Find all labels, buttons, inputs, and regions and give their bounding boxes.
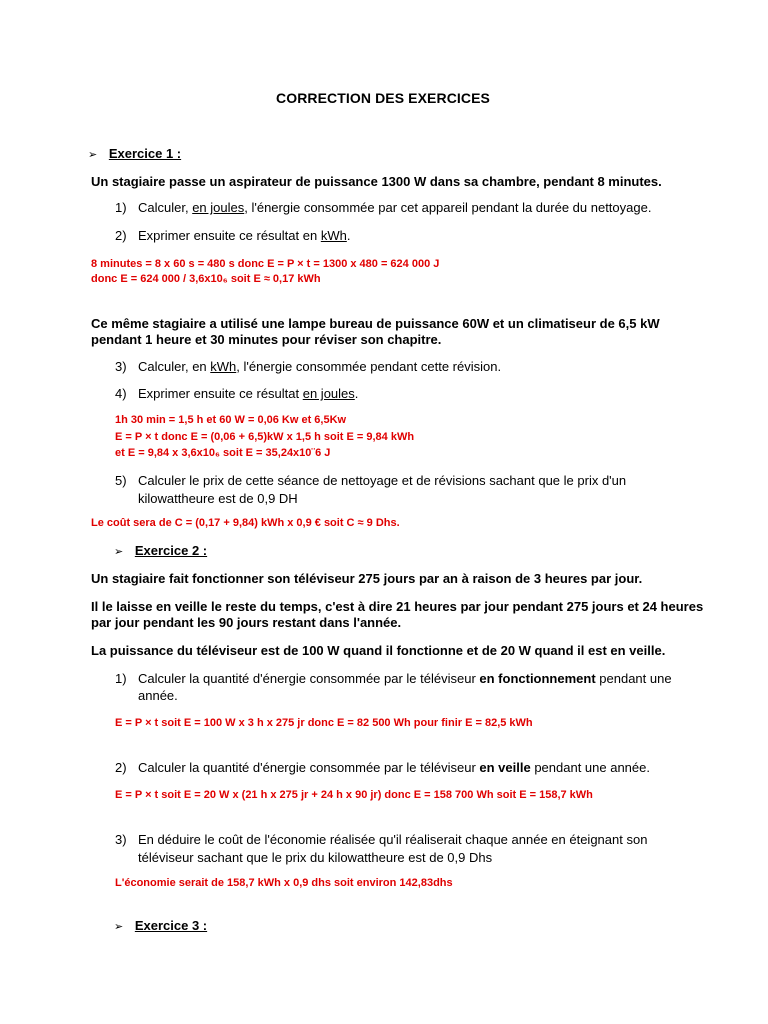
exercise-2-heading — [114, 543, 207, 558]
ex2-q1-text-end: pendant une — [595, 671, 672, 686]
arrow-bullet-icon: ➢ — [114, 921, 124, 933]
ex2-q1-bold: en fonctionnement — [479, 671, 596, 686]
ex2-q1-number: 1) — [115, 671, 127, 686]
ex2-q1-line-1 — [138, 671, 672, 686]
ex1-q5-number: 5) — [115, 473, 127, 488]
ex1-statement2-line-2: pendant 1 heure et 30 minutes pour réviser son chapitre. — [91, 332, 442, 347]
ex1-answer-line-1: 8 minutes = 8 x 60 s = 480 s donc E = P × t = 1300 x 480 = 624 000 J — [91, 258, 440, 270]
ex1-answer-line-2: donc E = 624 000 / 3,6x10₆ soit E ≈ 0,17 kWh — [91, 273, 321, 285]
page-title: CORRECTION DES EXERCICES — [276, 90, 490, 106]
ex2-q3-line-2: téléviseur sachant que le prix du kilowattheure est de 0,9 Dhs — [138, 850, 493, 865]
exercise-3-heading — [114, 918, 207, 933]
ex2-q2-text-end: pendant une année. — [530, 760, 650, 775]
exercise-3-title: Exercice 3 : — [134, 918, 208, 933]
ex1-q4-text: Exprimer ensuite ce résultat — [138, 386, 303, 401]
ex1-q3-number: 3) — [115, 359, 127, 374]
ex1-q5-line-2: kilowattheure est de 0,9 DH — [138, 491, 298, 506]
ex1-answer2-line-1: 1h 30 min = 1,5 h et 60 W = 0,06 Kw et 6,5Kw — [115, 414, 347, 426]
ex1-q3-text: Calculer, en — [138, 359, 211, 374]
ex1-q3 — [138, 359, 501, 374]
ex1-q4 — [138, 386, 358, 401]
ex1-statement2-line-1: Ce même stagiaire a utilisé une lampe bureau de puissance 60W et un climatiseur de 6,5 kW — [91, 316, 660, 331]
ex2-paragraph-1: Un stagiaire fait fonctionner son téléviseur 275 jours par an à raison de 3 heures par jour. — [91, 571, 643, 586]
ex2-paragraph-2-line-1: Il le laisse en veille le reste du temps, c'est à dire 21 heures par jour pendant 275 jours et 24 heures — [91, 599, 704, 614]
ex2-q1-text: Calculer la quantité d'énergie consommée par le téléviseur — [138, 671, 480, 686]
ex1-q2-underlined: kWh — [320, 228, 347, 243]
ex1-q4-underlined: en joules — [302, 386, 355, 401]
exercise-1-heading — [88, 146, 181, 161]
ex1-q4-number: 4) — [115, 386, 127, 401]
ex1-statement: Un stagiaire passe un aspirateur de puissance 1300 W dans sa chambre, pendant 8 minutes. — [91, 174, 662, 189]
ex1-q1-text-end: , l'énergie consommée par cet appareil pendant la durée du nettoyage. — [244, 200, 652, 215]
arrow-bullet-icon: ➢ — [114, 546, 124, 558]
ex1-q1 — [138, 200, 651, 215]
ex1-q2-number: 2) — [115, 228, 127, 243]
ex1-q5-line-1: Calculer le prix de cette séance de nettoyage et de révisions sachant que le prix d'un — [138, 473, 627, 488]
ex2-q2-number: 2) — [115, 760, 127, 775]
ex1-q1-number: 1) — [115, 200, 127, 215]
ex1-q1-underlined: en joules — [192, 200, 245, 215]
arrow-bullet-icon: ➢ — [88, 149, 98, 161]
ex2-answer2: E = P × t soit E = 20 W x (21 h x 275 jr + 24 h x 90 jr) donc E = 158 700 Wh soit E = 158,7 kWh — [115, 789, 593, 801]
ex2-q3-line-1: En déduire le coût de l'économie réalisée qu'il réaliserait chaque année en éteignant son — [138, 832, 648, 847]
ex1-q2 — [138, 228, 350, 243]
ex1-answer2-line-3: et E = 9,84 x 3,6x10₆ soit E = 35,24x10¨6 J — [115, 447, 331, 459]
ex2-q2-text: Calculer la quantité d'énergie consommée par le téléviseur — [138, 760, 480, 775]
ex1-q3-text-end: , l'énergie consommée pendant cette révision. — [236, 359, 502, 374]
ex2-q2 — [138, 760, 650, 775]
ex2-answer3: L'économie serait de 158,7 kWh x 0,9 dhs soit environ 142,83dhs — [115, 877, 453, 889]
ex2-answer1: E = P × t soit E = 100 W x 3 h x 275 jr donc E = 82 500 Wh pour finir E = 82,5 kWh — [115, 717, 533, 729]
ex1-answer3: Le coût sera de C = (0,17 + 9,84) kWh x 0,9 € soit C ≈ 9 Dhs. — [91, 517, 400, 529]
ex2-paragraph-3: La puissance du téléviseur est de 100 W quand il fonctionne et de 20 W quand il est en veille. — [91, 643, 666, 658]
ex1-q3-underlined: kWh — [210, 359, 237, 374]
ex2-paragraph-2-line-2: par jour pendant les 90 jours restant dans l'année. — [91, 615, 402, 630]
ex2-q2-bold: en veille — [479, 760, 531, 775]
ex2-q3-number: 3) — [115, 832, 127, 847]
ex1-q2-text-end: . — [346, 228, 351, 243]
exercise-2-title: Exercice 2 : — [134, 543, 208, 558]
ex1-q1-text: Calculer, — [138, 200, 193, 215]
ex1-q2-text: Exprimer ensuite ce résultat en — [138, 228, 321, 243]
exercise-1-title: Exercice 1 : — [108, 146, 182, 161]
ex1-answer2-line-2: E = P × t donc E = (0,06 + 6,5)kW x 1,5 h soit E = 9,84 kWh — [115, 431, 415, 443]
ex2-q1-line-2: année. — [138, 688, 178, 703]
ex1-q4-text-end: . — [354, 386, 359, 401]
